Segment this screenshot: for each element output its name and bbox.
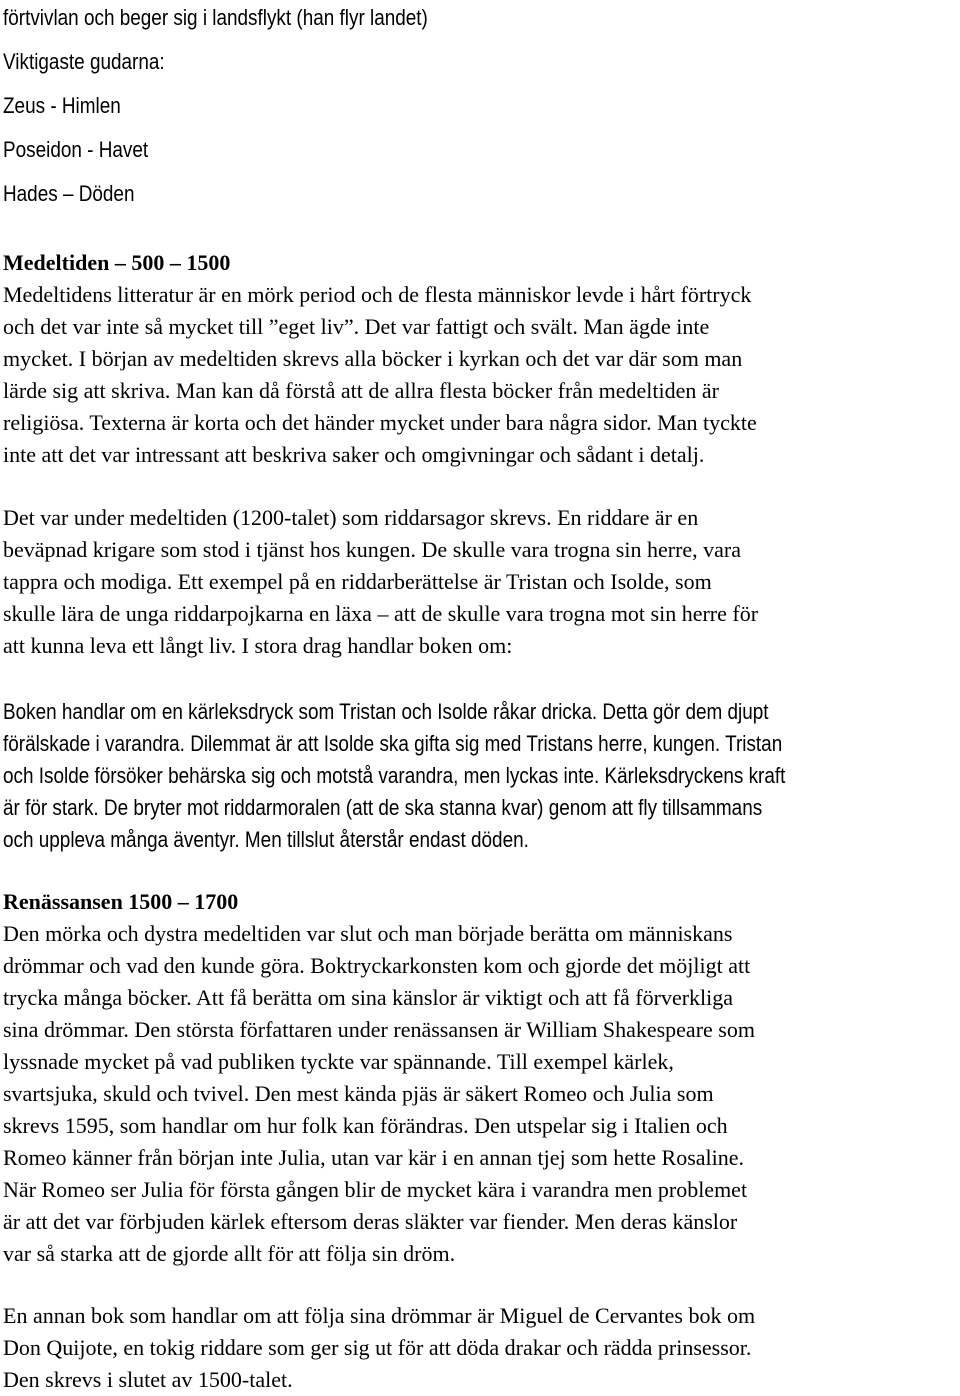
section-heading-renassansen: Renässansen 1500 – 1700 (3, 889, 239, 914)
paragraph-line: skulle lära de unga riddarpojkarna en läxa – att de skulle vara trogna mot sin herre för (3, 601, 759, 626)
paragraph-line: lyssnade mycket på vad publiken tyckte var spännande. Till exempel kärlek, (3, 1049, 674, 1074)
paragraph-line: mycket. I början av medeltiden skrevs alla böcker i kyrkan och det var där som man (3, 346, 743, 371)
paragraph-line: Romeo känner från början inte Julia, utan var kär i en annan tjej som hette Rosaline. (3, 1145, 745, 1170)
paragraph-line: och det var inte så mycket till ”eget liv”. Det var fattigt och svält. Man ägde inte (3, 314, 710, 339)
paragraph-line: När Romeo ser Julia för första gången blir de mycket kära i varandra men problemet (3, 1177, 748, 1202)
paragraph-line: Det var under medeltiden (1200-talet) som riddarsagor skrevs. En riddare är en (3, 505, 699, 530)
paragraph-line: var så starka att de gjorde allt för att följa sin dröm. (3, 1241, 456, 1266)
paragraph-line: är för stark. De bryter mot riddarmoralen (att de ska stanna kvar) genom att fly tillsammans (3, 795, 763, 820)
paragraph-line: är att det var förbjuden kärlek eftersom deras släkter var fiender. Men deras känslor (3, 1209, 738, 1234)
paragraph-line: tappra och modiga. Ett exempel på en riddarberättelse är Tristan och Isolde, som (3, 569, 712, 594)
section-heading-medeltiden: Medeltiden – 500 – 1500 (3, 250, 231, 275)
paragraph-line: och uppleva många äventyr. Men tillslut återstår endast döden. (3, 827, 529, 852)
paragraph-line: sina drömmar. Den största författaren under renässansen är William Shakespeare som (3, 1017, 755, 1042)
paragraph-line: religiösa. Texterna är korta och det händer mycket under bara några sidor. Man tyckte (3, 410, 757, 435)
paragraph-line: förälskade i varandra. Dilemmat är att Isolde ska gifta sig med Tristans herre, kungen. Tristan (3, 731, 783, 756)
intro-line: Viktigaste gudarna: (3, 49, 165, 74)
intro-line: Zeus - Himlen (3, 93, 121, 118)
paragraph-line: Medeltidens litteratur är en mörk period och de flesta människor levde i hårt förtryck (3, 282, 752, 307)
paragraph-line: svartsjuka, skuld och tvivel. Den mest kända pjäs är säkert Romeo och Julia som (3, 1081, 714, 1106)
renassansen-section (3, 886, 755, 1270)
medeltiden-section (3, 247, 757, 471)
paragraph-line: Den skrevs i slutet av 1500-talet. (3, 1367, 293, 1392)
intro-line: Poseidon - Havet (3, 137, 149, 162)
paragraph-line: lärde sig att skriva. Man kan då förstå att de allra flesta böcker från medeltiden är (3, 378, 719, 403)
paragraph-line: skrevs 1595, som handlar om hur folk kan förändras. Den utspelar sig i Italien och (3, 1113, 728, 1138)
paragraph-line: beväpnad krigare som stod i tjänst hos kungen. De skulle vara trogna sin herre, vara (3, 537, 742, 562)
paragraph-line: drömmar och vad den kunde göra. Boktryckarkonsten kom och gjorde det möjligt att (3, 953, 751, 978)
intro-line: förtvivlan och beger sig i landsflykt (han flyr landet) (3, 5, 428, 30)
paragraph-line: och Isolde försöker behärska sig och motstå varandra, men lyckas inte. Kärleksdryckens kraft (3, 763, 786, 788)
paragraph-line: trycka många böcker. Att få berätta om sina känslor är viktigt och att få förverkliga (3, 985, 734, 1010)
paragraph-line: En annan bok som handlar om att följa sina drömmar är Miguel de Cervantes bok om (3, 1303, 756, 1328)
paragraph-line: Don Quijote, en tokig riddare som ger sig ut för att döda drakar och rädda prinsessor. (3, 1335, 752, 1360)
intro-line: Hades – Döden (3, 181, 135, 206)
paragraph-line: att kunna leva ett långt liv. I stora drag handlar boken om: (3, 633, 513, 658)
paragraph-line: Den mörka och dystra medeltiden var slut och man började berätta om människans (3, 921, 733, 946)
renassansen-paragraph-2 (3, 1300, 755, 1396)
paragraph-line: Boken handlar om en kärleksdryck som Tristan och Isolde råkar dricka. Detta gör dem djupt (3, 699, 769, 724)
paragraph-line: inte att det var intressant att beskriva saker och omgivningar och sådant i detalj. (3, 442, 705, 467)
intro-block (3, 0, 953, 216)
medeltiden-paragraph-2 (3, 502, 758, 662)
tristan-summary (3, 696, 953, 856)
